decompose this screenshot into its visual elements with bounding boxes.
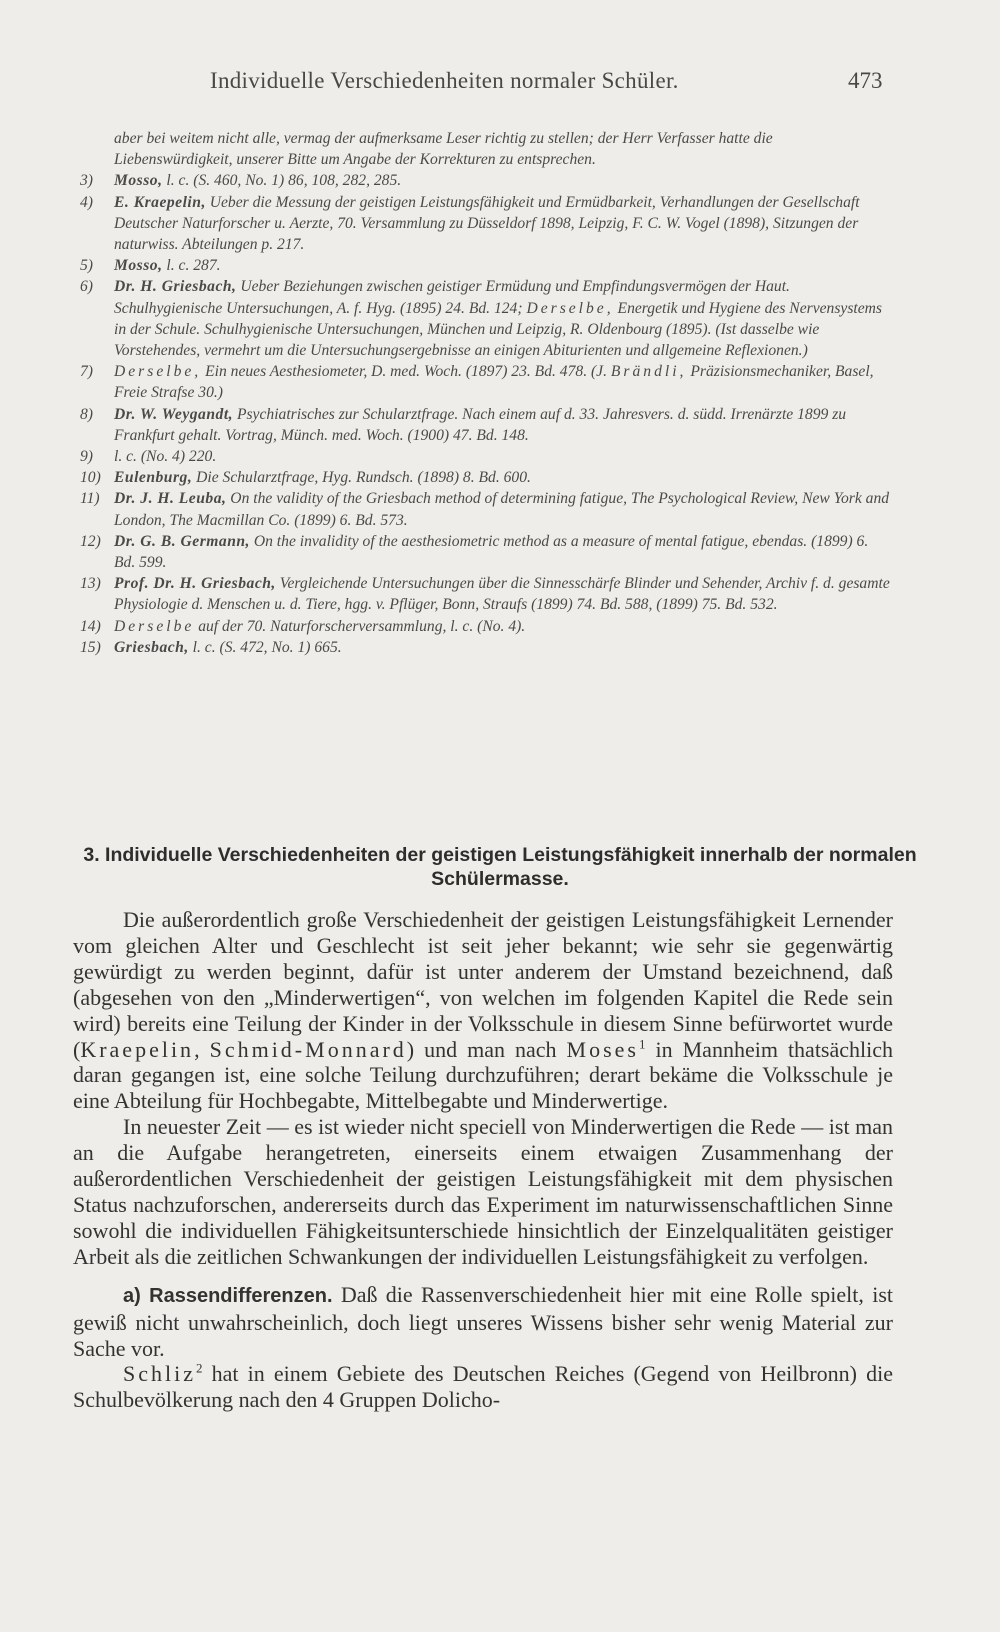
footnote-text: l. c. 287. bbox=[162, 257, 221, 275]
footnote-4 bbox=[80, 192, 890, 256]
paragraph-2: In neuester Zeit — es ist wieder nicht speciell von Minderwertigen die Rede — ist man an die Aufgabe herangetreten, einerseits einem etwaigen Zusammenhang der außerordentlichen Verschiedenheit der geistigen Leistungsfähigkeit mit dem physischen Status nachzuforschen, andererseits durch das Experiment im naturwissenschaftlichen Sinne sowohl die individuellen Fähigkeitsunterschiede hinsichtlich der Einzelqualitäten geistiger Arbeit als die zeitlichen Schwankungen der individuellen Leistungsfähigkeit zu verfolgen. bbox=[73, 1114, 893, 1269]
footnote-text: On the invalidity of the aesthesiometric method as a measure of mental fatigue, ebendas. (1899) 6. Bd. 599. bbox=[114, 532, 869, 572]
footnote-spaced-author: Derselbe bbox=[114, 617, 195, 635]
footnote-9 bbox=[80, 446, 890, 467]
footnote-12 bbox=[80, 531, 890, 573]
footnote-number: 12) bbox=[80, 532, 101, 550]
footnote-text: On the validity of the Griesbach method of determining fatigue, The Psychological Review, New York and London, The Macmillan Co. (1899) 6. Bd. 573. bbox=[114, 490, 890, 529]
footnote-author: Eulenburg, bbox=[114, 469, 193, 487]
body-text bbox=[73, 907, 893, 1413]
footnote-author: Dr. G. B. Germann, bbox=[114, 532, 250, 550]
footnote-author: Griesbach, bbox=[114, 638, 189, 656]
footnote-5 bbox=[80, 255, 890, 276]
footnote-text: auf der 70. Naturforscherversammlung, l. c. (No. 4). bbox=[194, 617, 526, 635]
subsection-heading: a) Rassendifferenzen. bbox=[123, 1284, 333, 1307]
spaced-name: Kraepelin bbox=[80, 1036, 195, 1062]
footnote-number: 14) bbox=[80, 617, 101, 635]
footnote-marker: 1 bbox=[639, 1036, 646, 1052]
footnote-text: l. c. (S. 460, No. 1) 86, 108, 282, 285. bbox=[162, 172, 402, 190]
footnote-author: Prof. Dr. H. Griesbach, bbox=[114, 575, 276, 593]
footnote-text-continued: Präzisionsmechaniker, Basel, Freie Strafse 30.) bbox=[114, 363, 874, 402]
footnote-number: 13) bbox=[80, 575, 101, 593]
footnotes bbox=[80, 128, 890, 658]
footnote-15 bbox=[80, 637, 890, 658]
footnote-text: l. c. (No. 4) 220. bbox=[114, 448, 217, 466]
footnote-marker: 2 bbox=[196, 1361, 203, 1377]
page-number: 473 bbox=[848, 68, 883, 93]
footnote-number: 15) bbox=[80, 638, 101, 656]
footnote-text: Ueber die Messung der geistigen Leistungsfähigkeit und Ermüdbarkeit, Verhandlungen der Gesellschaft Deutscher Naturforscher u. Aerzte, 70. Versammlung zu Düsseldorf 1898, Leipzig, F. C. W. Vogel (1898), Sitzungen der naturwiss. Abteilungen p. 217. bbox=[114, 193, 860, 254]
footnote-number: 7) bbox=[80, 363, 93, 381]
footnote-author: Dr. J. H. Leuba, bbox=[114, 490, 227, 508]
footnote-number: 4) bbox=[80, 193, 93, 211]
footnote-author: E. Kraepelin, bbox=[114, 193, 206, 211]
footnote-spaced-author: Derselbe, bbox=[526, 299, 614, 317]
footnote-number: 5) bbox=[80, 257, 93, 275]
footnote-spaced-author: Derselbe, bbox=[114, 363, 202, 381]
footnote-10 bbox=[80, 467, 890, 488]
footnote-author: Dr. W. Weygandt, bbox=[114, 405, 234, 423]
running-head bbox=[0, 68, 1000, 100]
footnote-author: Mosso, bbox=[114, 257, 163, 275]
footnote-11 bbox=[80, 488, 890, 530]
footnote-number: 9) bbox=[80, 448, 93, 466]
footnote-8 bbox=[80, 404, 890, 446]
footnote-14 bbox=[80, 616, 890, 637]
footnote-number: 3) bbox=[80, 172, 93, 190]
footnote-author: Dr. H. Griesbach, bbox=[114, 278, 237, 296]
footnote-text: Psychiatrisches zur Schularztfrage. Nach einem auf d. 33. Jahresvers. d. südd. Irrenärzte 1899 zu Frankfurt gehalt. Vortrag, Münch. med. Woch. (1900) 47. Bd. 148. bbox=[114, 405, 847, 444]
footnote-spaced-name: Brändli, bbox=[610, 363, 687, 381]
footnote-text: Die Schularztfrage, Hyg. Rundsch. (1898) 8. Bd. 600. bbox=[192, 469, 531, 487]
footnote-text: l. c. (S. 472, No. 1) 665. bbox=[188, 638, 342, 656]
footnote-text-continued: Energetik und Hygiene des Nervensystems in der Schule. Schulhygienische Untersuchungen, München und Leipzig, R. Oldenbourg (1895). (Ist dasselbe wie Vorstehendes, vermehrt um die Untersuchungsergebnisse an einigen Abiturienten und allgemeine Reflexionen.) bbox=[114, 299, 882, 360]
spaced-name: Moses bbox=[566, 1036, 639, 1062]
footnote-number: 6) bbox=[80, 278, 93, 296]
section-heading: 3. Individuelle Verschiedenheiten der geistigen Leistungsfähigkeit innerhalb der normalen Schülermasse. bbox=[83, 844, 917, 890]
paragraph-3: a) Rassendifferenzen. Daß die Rassenverschiedenheit hier mit eine Rolle spielt, ist gewiß nicht unwahrscheinlich, doch liegt unseres Wissens bisher sehr wenig Material zur Sache vor. bbox=[73, 1281, 894, 1361]
footnote-text: Ueber Beziehungen zwischen geistiger Ermüdung und Empfindungsvermögen der Haut. Schulhygienische Untersuchungen, A. f. Hyg. (1895) 24. Bd. 124; bbox=[114, 278, 790, 317]
footnote-7 bbox=[80, 361, 890, 403]
footnote-6 bbox=[80, 276, 890, 361]
running-title: Individuelle Verschiedenheiten normaler Schüler. bbox=[210, 68, 679, 93]
footnote-number: 8) bbox=[80, 405, 93, 423]
footnote-text: Ein neues Aesthesiometer, D. med. Woch. (1897) 23. Bd. 478. (J. bbox=[201, 363, 611, 381]
paragraph-1: Die außerordentlich große Verschiedenheit der geistigen Leistungsfähigkeit Lernender vom gleichen Alter und Geschlecht ist seit jeher bekannt; wie sehr sie gegenwärtig gewürdigt zu werden beginnt, dafür ist unter anderem der Umstand bezeichnend, daß (abgesehen von den „Minderwertigen“, von welchen im folgenden Kapitel die Rede sein wird) bereits eine Teilung der Kinder in der Volksschule in diesem Sinne befürwortet wurde (Kraepelin, Schmid-Monnard) und man nach Moses$^1$ in Mannheim thatsächlich daran gegangen ist, eine solche Teilung durchzuführen; derart bekäme die Volksschule je eine Abteilung für Hochbegabte, Mittelbegabte und Minderwertige. bbox=[73, 907, 894, 1114]
footnote-text: Vergleichende Untersuchungen über die Sinnesschärfe Blinder und Sehender, Archiv f. d. gesamte Physiologie d. Menschen u. d. Tiere, hgg. v. Pflüger, Bonn, Straufs (1899) 74. Bd. 588, (1899) 75. Bd. 532. bbox=[114, 575, 890, 614]
footnote-3 bbox=[80, 170, 890, 191]
footnote-author: Mosso, bbox=[114, 172, 163, 190]
footnote-continuation: aber bei weitem nicht alle, vermag der aufmerksame Leser richtig zu stellen; der Herr Verfasser hatte die Liebenswürdigkeit, unserer Bitte um Angabe der Korrekturen zu entsprechen. bbox=[114, 130, 773, 169]
footnote-number: 11) bbox=[80, 490, 100, 508]
footnote-13 bbox=[80, 573, 890, 615]
paragraph-4: Schliz$^2$ hat in einem Gebiete des Deutschen Reiches (Gegend von Heilbronn) die Schulbevölkerung nach den 4 Gruppen Dolicho- bbox=[73, 1361, 893, 1413]
footnote-number: 10) bbox=[80, 469, 101, 487]
spaced-name: Schmid-Monnard bbox=[209, 1036, 407, 1062]
spaced-name: Schliz bbox=[123, 1361, 196, 1387]
